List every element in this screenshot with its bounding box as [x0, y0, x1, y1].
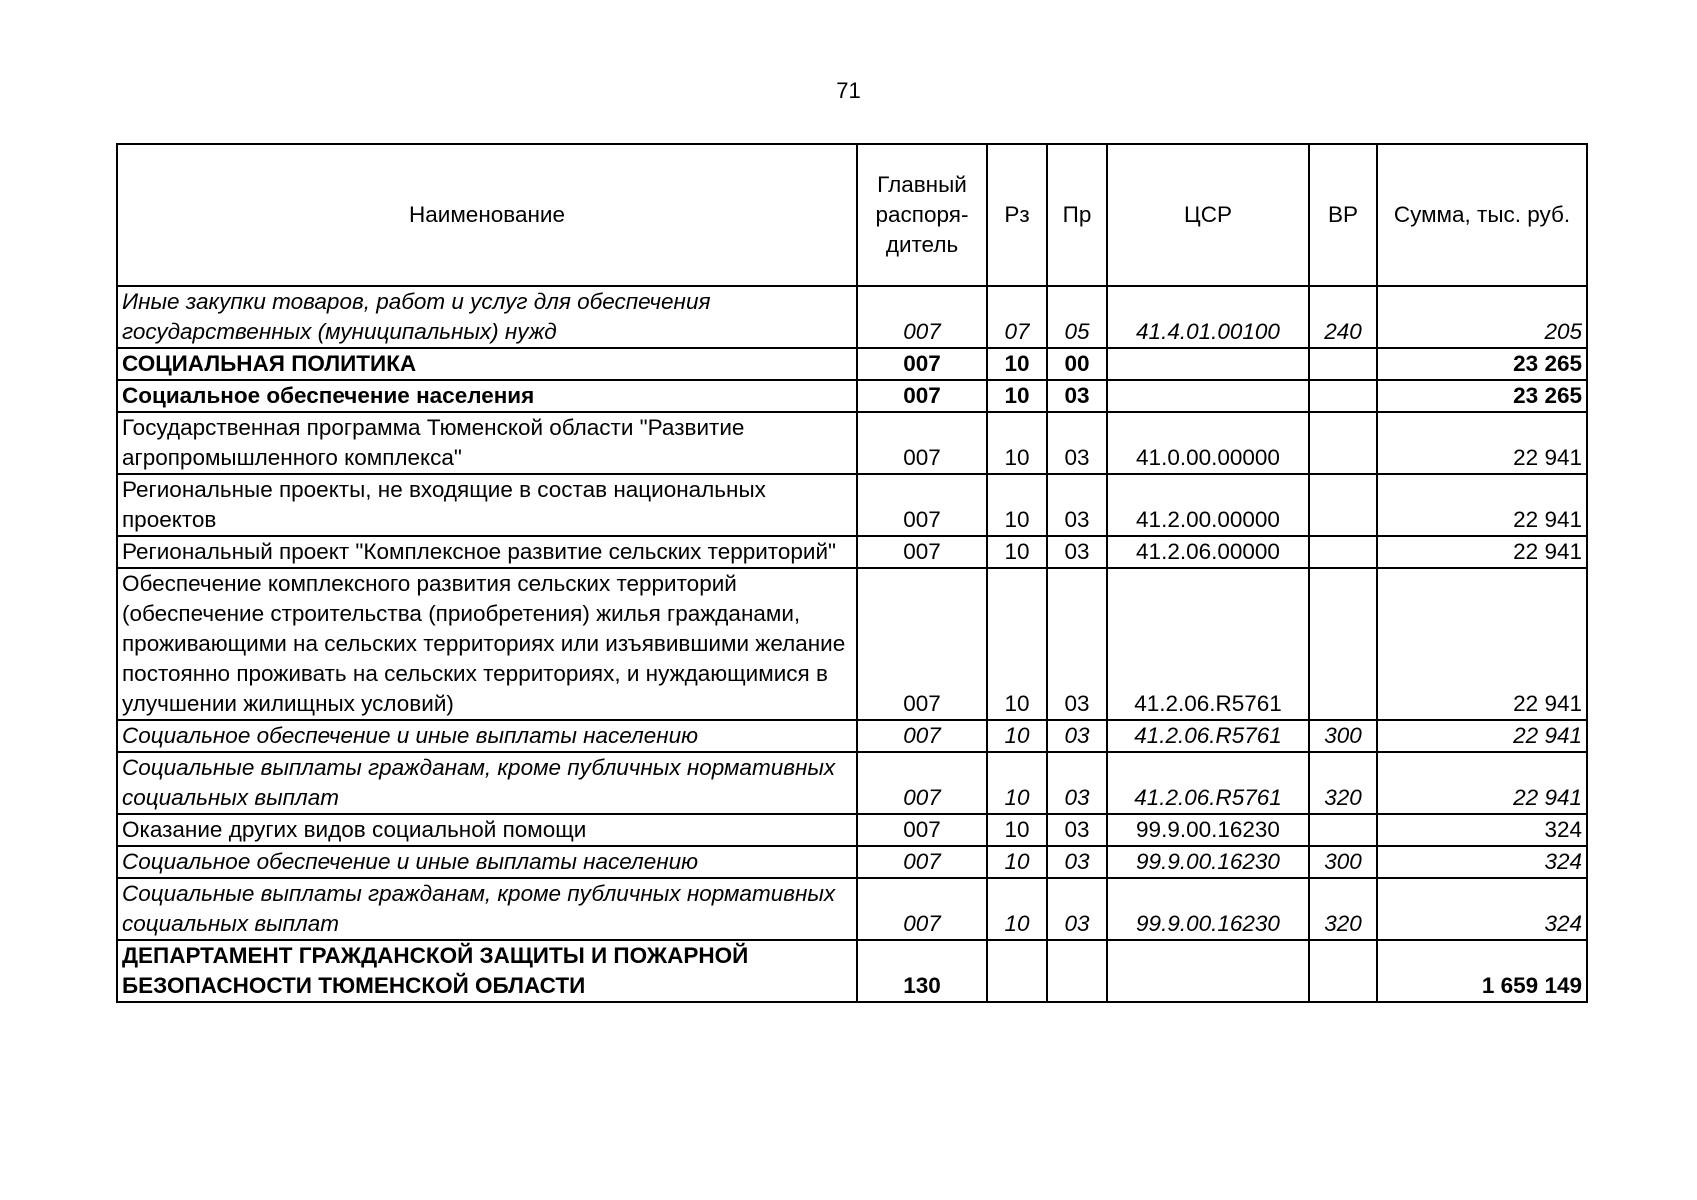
- cell-rz: 10: [987, 878, 1047, 940]
- table-row: [117, 752, 1587, 814]
- table-row: [117, 474, 1587, 536]
- cell-chief: 007: [857, 412, 987, 474]
- table-row: [117, 568, 1587, 720]
- table-row: [117, 286, 1587, 348]
- table-row: [117, 878, 1587, 940]
- cell-sum: 23 265: [1377, 348, 1587, 380]
- cell-vr: [1309, 348, 1377, 380]
- cell-sum: 22 941: [1377, 412, 1587, 474]
- cell-vr: [1309, 814, 1377, 846]
- cell-pr: 03: [1047, 474, 1107, 536]
- cell-vr: [1309, 412, 1377, 474]
- cell-name: Иные закупки товаров, работ и услуг для обеспечения государственных (муниципальных) нужд: [117, 286, 857, 348]
- header-vr: ВР: [1309, 144, 1377, 286]
- cell-pr: 03: [1047, 536, 1107, 568]
- cell-name: Социальные выплаты гражданам, кроме публичных нормативных социальных выплат: [117, 752, 857, 814]
- cell-rz: 10: [987, 536, 1047, 568]
- table-body: [117, 286, 1587, 1002]
- cell-name: Социальное обеспечение населения: [117, 380, 857, 412]
- cell-vr: 240: [1309, 286, 1377, 348]
- table-row: [117, 846, 1587, 878]
- cell-name: Оказание других видов социальной помощи: [117, 814, 857, 846]
- cell-csr: 41.2.06.R5761: [1107, 568, 1309, 720]
- header-chief: Главный распоря-дитель: [857, 144, 987, 286]
- cell-sum: 23 265: [1377, 380, 1587, 412]
- cell-pr: [1047, 940, 1107, 1002]
- cell-rz: 10: [987, 348, 1047, 380]
- cell-csr: [1107, 380, 1309, 412]
- cell-pr: 05: [1047, 286, 1107, 348]
- cell-sum: 22 941: [1377, 536, 1587, 568]
- cell-vr: 300: [1309, 720, 1377, 752]
- cell-vr: 320: [1309, 878, 1377, 940]
- cell-csr: 41.2.06.R5761: [1107, 720, 1309, 752]
- table-row: [117, 380, 1587, 412]
- cell-csr: 41.4.01.00100: [1107, 286, 1309, 348]
- cell-name: Региональный проект "Комплексное развитие сельских территорий": [117, 536, 857, 568]
- cell-name: Социальное обеспечение и иные выплаты населению: [117, 846, 857, 878]
- cell-rz: 10: [987, 720, 1047, 752]
- cell-chief: 007: [857, 536, 987, 568]
- cell-chief: 007: [857, 474, 987, 536]
- cell-rz: 10: [987, 412, 1047, 474]
- cell-name: ДЕПАРТАМЕНТ ГРАЖДАНСКОЙ ЗАЩИТЫ И ПОЖАРНОЙ БЕЗОПАСНОСТИ ТЮМЕНСКОЙ ОБЛАСТИ: [117, 940, 857, 1002]
- cell-name: Социальные выплаты гражданам, кроме публичных нормативных социальных выплат: [117, 878, 857, 940]
- cell-sum: 324: [1377, 814, 1587, 846]
- cell-chief: 007: [857, 348, 987, 380]
- cell-chief: 007: [857, 568, 987, 720]
- cell-csr: 99.9.00.16230: [1107, 846, 1309, 878]
- table-row: [117, 412, 1587, 474]
- cell-sum: 22 941: [1377, 568, 1587, 720]
- header-name: Наименование: [117, 144, 857, 286]
- cell-pr: 03: [1047, 412, 1107, 474]
- cell-csr: 41.2.06.R5761: [1107, 752, 1309, 814]
- cell-csr: 41.0.00.00000: [1107, 412, 1309, 474]
- cell-chief: 007: [857, 720, 987, 752]
- cell-pr: 03: [1047, 380, 1107, 412]
- cell-sum: 22 941: [1377, 752, 1587, 814]
- cell-sum: 205: [1377, 286, 1587, 348]
- cell-csr: 99.9.00.16230: [1107, 878, 1309, 940]
- table-row: [117, 940, 1587, 1002]
- cell-rz: 10: [987, 568, 1047, 720]
- cell-sum: 324: [1377, 846, 1587, 878]
- cell-chief: 130: [857, 940, 987, 1002]
- header-pr: Пр: [1047, 144, 1107, 286]
- cell-sum: 324: [1377, 878, 1587, 940]
- cell-rz: 10: [987, 814, 1047, 846]
- cell-rz: [987, 940, 1047, 1002]
- cell-chief: 007: [857, 752, 987, 814]
- cell-vr: [1309, 536, 1377, 568]
- header-csr: ЦСР: [1107, 144, 1309, 286]
- cell-rz: 10: [987, 846, 1047, 878]
- cell-pr: 03: [1047, 878, 1107, 940]
- header-rz: Рз: [987, 144, 1047, 286]
- cell-chief: 007: [857, 846, 987, 878]
- cell-name: Государственная программа Тюменской области "Развитие агропромышленного комплекса": [117, 412, 857, 474]
- cell-vr: [1309, 568, 1377, 720]
- table-row: [117, 536, 1587, 568]
- cell-name: Социальное обеспечение и иные выплаты населению: [117, 720, 857, 752]
- cell-vr: 300: [1309, 846, 1377, 878]
- cell-vr: [1309, 474, 1377, 536]
- cell-rz: 10: [987, 752, 1047, 814]
- cell-csr: 41.2.06.00000: [1107, 536, 1309, 568]
- cell-pr: 03: [1047, 814, 1107, 846]
- cell-csr: [1107, 940, 1309, 1002]
- table-row: [117, 814, 1587, 846]
- budget-table: [116, 143, 1588, 1003]
- cell-vr: [1309, 380, 1377, 412]
- cell-csr: [1107, 348, 1309, 380]
- cell-pr: 03: [1047, 568, 1107, 720]
- header-sum: Сумма, тыс. руб.: [1377, 144, 1587, 286]
- page-number: 71: [836, 78, 861, 103]
- cell-chief: 007: [857, 814, 987, 846]
- cell-vr: 320: [1309, 752, 1377, 814]
- cell-rz: 10: [987, 474, 1047, 536]
- table-row: [117, 720, 1587, 752]
- cell-sum: 1 659 149: [1377, 940, 1587, 1002]
- cell-pr: 03: [1047, 720, 1107, 752]
- cell-name: Региональные проекты, не входящие в состав национальных проектов: [117, 474, 857, 536]
- cell-pr: 03: [1047, 752, 1107, 814]
- cell-name: СОЦИАЛЬНАЯ ПОЛИТИКА: [117, 348, 857, 380]
- table-header-row: [117, 144, 1587, 286]
- cell-vr: [1309, 940, 1377, 1002]
- cell-rz: 10: [987, 380, 1047, 412]
- cell-pr: 00: [1047, 348, 1107, 380]
- cell-csr: 99.9.00.16230: [1107, 814, 1309, 846]
- cell-name: Обеспечение комплексного развития сельских территорий (обеспечение строительства (приобретения) жилья гражданами, проживающими на сельских территориях или изъявившими желание постоянно проживать на сельских территориях, и нуждающимися в улучшении жилищных условий): [117, 568, 857, 720]
- cell-pr: 03: [1047, 846, 1107, 878]
- cell-csr: 41.2.00.00000: [1107, 474, 1309, 536]
- cell-chief: 007: [857, 286, 987, 348]
- cell-rz: 07: [987, 286, 1047, 348]
- table-row: [117, 348, 1587, 380]
- cell-chief: 007: [857, 380, 987, 412]
- cell-sum: 22 941: [1377, 474, 1587, 536]
- cell-chief: 007: [857, 878, 987, 940]
- cell-sum: 22 941: [1377, 720, 1587, 752]
